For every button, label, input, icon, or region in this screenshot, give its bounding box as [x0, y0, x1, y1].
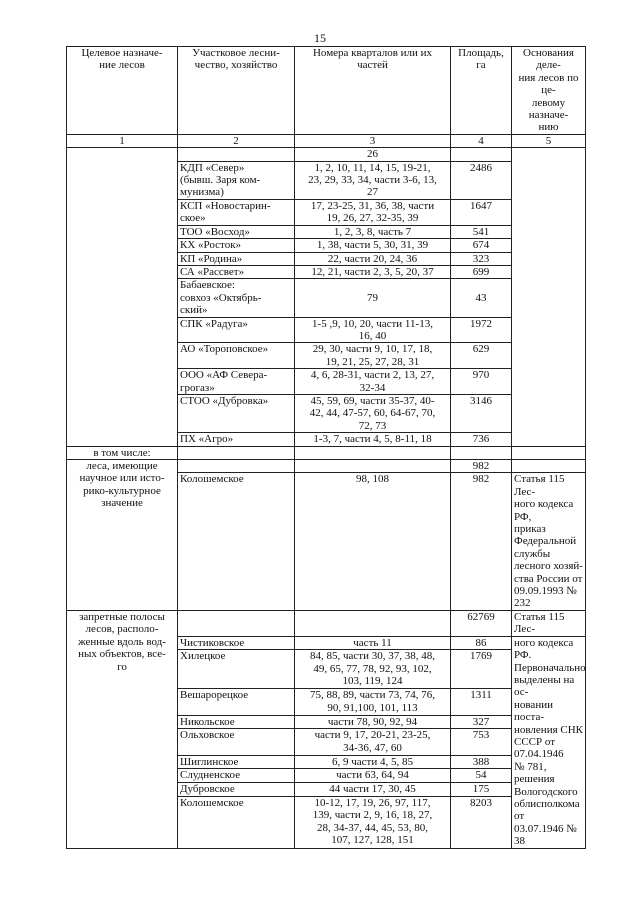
area-cell: 43	[451, 279, 512, 317]
forestry-cell: Шиглинское	[178, 755, 295, 769]
basis-cell: Статья 115 Лес- ного кодекса РФ, приказ Федеральной службы лесного хозяй- ства России от 09.09.1993 № 232	[512, 473, 586, 610]
forestry-cell: СТОО «Дубровка»	[178, 394, 295, 432]
area-cell: 1769	[451, 650, 512, 689]
forestry-cell: Хилецкое	[178, 650, 295, 689]
area-cell: 1647	[451, 199, 512, 225]
header-forestry	[178, 47, 295, 135]
quarters-cell: 29, 30, части 9, 10, 17, 18, 19, 21, 25, 27, 28, 31	[295, 343, 451, 369]
area-cell: 8203	[451, 796, 512, 848]
area-cell: 982	[451, 473, 512, 610]
column-number: 4	[451, 134, 512, 147]
quarters-cell: 75, 88, 89, части 73, 74, 76, 90, 91,100, 101, 113	[295, 689, 451, 715]
table-row	[67, 460, 586, 473]
forestry-cell: ПХ «Агро»	[178, 433, 295, 446]
forest-purpose-table	[66, 46, 586, 849]
forestry-cell: Чистиковское	[178, 636, 295, 650]
header-basis-text: Основания деле- ния лесов по це- левому назначе- нию	[518, 47, 579, 134]
area-cell: 629	[451, 343, 512, 369]
quarters-cell: 17, 23-25, 31, 36, 38, части 19, 26, 27, 32-35, 39	[295, 199, 451, 225]
forestry-cell: АО «Тороповское»	[178, 343, 295, 369]
basis-cell: ного кодекса РФ. Первоначально выделены на ос- новании поста- новления СНК СССР от 07.04.1946 № 781, решения Вологодского облисполкома от 03.07.1946 № 38	[512, 636, 586, 848]
header-forestry-text: Участковое лесни- чество, хозяйство	[192, 47, 280, 72]
forestry-cell: Бабаевское: совхоз «Октябрь- ский»	[178, 279, 295, 317]
quarters-cell: 26	[295, 148, 451, 161]
table-row	[67, 446, 586, 459]
column-number: 2	[178, 134, 295, 147]
header-quarters	[295, 47, 451, 135]
forestry-cell: КДП «Север» (бывш. Заря ком- мунизма)	[178, 161, 295, 199]
forestry-cell: Никольское	[178, 715, 295, 729]
column-number: 1	[67, 134, 178, 147]
quarters-cell: 44 части 17, 30, 45	[295, 783, 451, 797]
quarters-cell: части 9, 17, 20-21, 23-25, 34-36, 47, 60	[295, 729, 451, 755]
forestry-cell: ТОО «Восход»	[178, 225, 295, 238]
header-quarters-text: Номера кварталов или их частей	[312, 47, 433, 72]
area-cell: 970	[451, 369, 512, 395]
area-cell: 1972	[451, 317, 512, 343]
header-area-text: Площадь, га	[458, 47, 504, 72]
table-row	[67, 610, 586, 636]
header-basis	[512, 47, 586, 135]
area-cell: 86	[451, 636, 512, 650]
quarters-cell: 1, 2, 3, 8, часть 7	[295, 225, 451, 238]
quarters-cell: 79	[295, 279, 451, 317]
forestry-cell	[178, 446, 295, 459]
area-cell: 541	[451, 225, 512, 238]
basis-cell: Статья 115 Лес-	[512, 610, 586, 636]
quarters-cell: 22, части 20, 24, 36	[295, 252, 451, 265]
area-total-cell: 62769	[451, 610, 512, 636]
quarters-cell: 10-12, 17, 19, 26, 97, 117, 139, части 2, 9, 16, 18, 27, 28, 34-37, 44, 45, 53, 80, 107, 127, 128, 151	[295, 796, 451, 848]
forestry-cell: Ольховское	[178, 729, 295, 755]
header-purpose	[67, 47, 178, 135]
header-row	[67, 47, 586, 135]
basis-cell	[512, 460, 586, 473]
area-cell: 3146	[451, 394, 512, 432]
forestry-cell: Вешарорецкое	[178, 689, 295, 715]
purpose-cell: запретные полосы лесов, располо- женные вдоль вод- ных объектов, все- го	[67, 610, 178, 848]
quarters-cell: 1, 2, 10, 11, 14, 15, 19-21, 23, 29, 33, 34, части 3-6, 13, 27	[295, 161, 451, 199]
quarters-cell: 6, 9 части 4, 5, 85	[295, 755, 451, 769]
purpose-cell	[67, 148, 178, 446]
header-purpose-text: Целевое назначе- ние лесов	[81, 47, 163, 72]
forestry-cell: КП «Родина»	[178, 252, 295, 265]
area-total-cell: 982	[451, 460, 512, 473]
quarters-cell: 84, 85, части 30, 37, 38, 48, 49, 65, 77, 78, 92, 93, 102, 103, 119, 124	[295, 650, 451, 689]
forestry-cell: КСП «Новостарин- ское»	[178, 199, 295, 225]
quarters-cell: части 63, 64, 94	[295, 769, 451, 783]
forestry-cell	[178, 148, 295, 161]
forestry-cell	[178, 460, 295, 473]
area-cell: 54	[451, 769, 512, 783]
quarters-cell: части 78, 90, 92, 94	[295, 715, 451, 729]
area-cell: 699	[451, 265, 512, 278]
forestry-cell: Колошемское	[178, 796, 295, 848]
quarters-cell: 12, 21, части 2, 3, 5, 20, 37	[295, 265, 451, 278]
area-cell: 2486	[451, 161, 512, 199]
quarters-cell: 45, 59, 69, части 35-37, 40- 42, 44, 47-57, 60, 64-67, 70, 72, 73	[295, 394, 451, 432]
quarters-cell	[295, 460, 451, 473]
quarters-cell	[295, 610, 451, 636]
area-cell: 736	[451, 433, 512, 446]
area-cell: 175	[451, 783, 512, 797]
header-area	[451, 47, 512, 135]
area-cell: 327	[451, 715, 512, 729]
purpose-cell: леса, имеющие научное или исто- рико-культурное значение	[67, 460, 178, 611]
area-cell: 674	[451, 239, 512, 252]
forestry-cell: СА «Рассвет»	[178, 265, 295, 278]
area-cell: 1311	[451, 689, 512, 715]
quarters-cell: часть 11	[295, 636, 451, 650]
forestry-cell: ООО «АФ Севера- грогаз»	[178, 369, 295, 395]
forestry-cell: Слудненское	[178, 769, 295, 783]
quarters-cell: 4, 6, 28-31, части 2, 13, 27, 32-34	[295, 369, 451, 395]
forestry-cell: Дубровское	[178, 783, 295, 797]
basis-cell	[512, 148, 586, 446]
including-label: в том числе:	[67, 446, 178, 459]
page-number: 15	[314, 31, 326, 45]
forestry-cell: СПК «Радуга»	[178, 317, 295, 343]
quarters-cell: 1, 38, части 5, 30, 31, 39	[295, 239, 451, 252]
area-cell	[451, 446, 512, 459]
area-cell: 323	[451, 252, 512, 265]
forestry-cell: КХ «Росток»	[178, 239, 295, 252]
area-cell: 388	[451, 755, 512, 769]
column-number-row	[67, 134, 586, 147]
quarters-cell	[295, 446, 451, 459]
area-cell	[451, 148, 512, 161]
quarters-cell: 98, 108	[295, 473, 451, 610]
quarters-cell: 1-5 ,9, 10, 20, части 11-13, 16, 40	[295, 317, 451, 343]
column-number: 3	[295, 134, 451, 147]
forestry-cell: Колошемское	[178, 473, 295, 610]
table-row	[67, 148, 586, 161]
basis-cell	[512, 446, 586, 459]
forestry-cell	[178, 610, 295, 636]
column-number: 5	[512, 134, 586, 147]
quarters-cell: 1-3, 7, части 4, 5, 8-11, 18	[295, 433, 451, 446]
area-cell: 753	[451, 729, 512, 755]
